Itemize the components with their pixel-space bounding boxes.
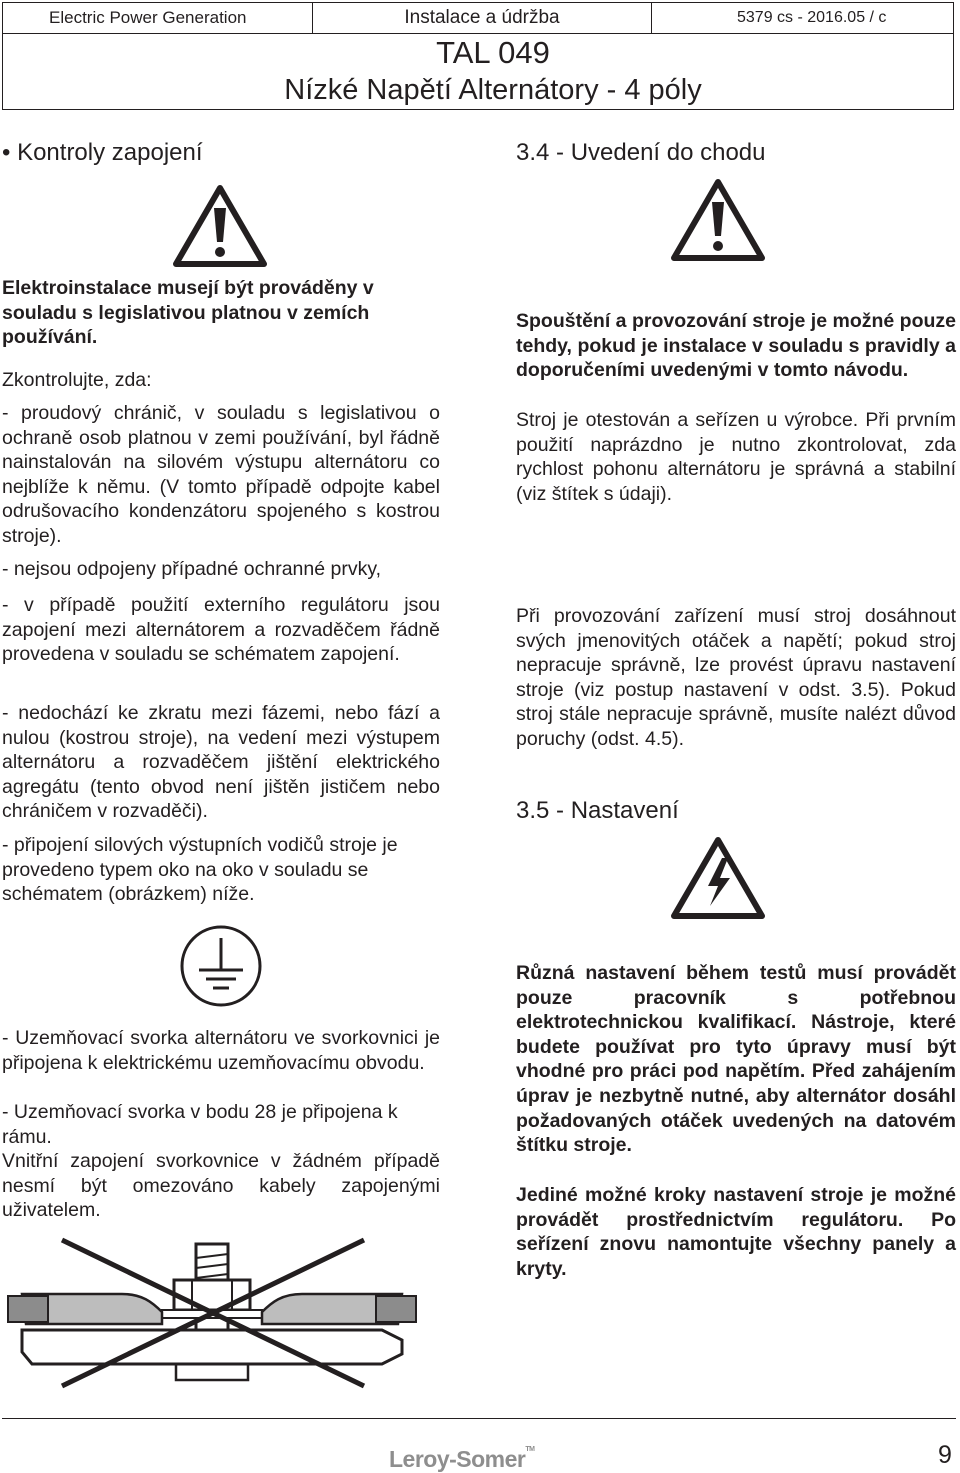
- crossed-out-connection-diagram: [2, 1232, 422, 1392]
- section-heading-3-4: 3.4 - Uvedení do chodu: [516, 139, 766, 166]
- operation-text: Při provozování zařízení musí stroj dosáhnout svých jmenovitých otáček a napětí; pokud stroj nepracuje správně, lze provést úpravu nastavení stroje (viz postup nastavení v odst. 3.5). Pokud stroj stále nepracuje správně, musíte nalézt důvod poruchy (odst. 4.5).: [516, 605, 956, 750]
- footer-rule: [2, 1418, 956, 1419]
- ground-note-internal: Vnitřní zapojení svorkovnice v žádném případě nesmí být omezováno kabely zapojenými uživatelem.: [2, 1150, 440, 1222]
- startup-test-text: Stroj je otestován a seřízen u výrobce. Při prvním použití naprázdno je nutno zkontrolovat, zda rychlost pohonu alternátoru je správná a stabilní (viz štítek s údaji).: [516, 409, 956, 505]
- settings-regulator-text: Jediné možné kroky nastavení stroje je možné provádět prostřednictvím regulátoru. Po seřízení znovu namontujte všechny panely a kryty.: [516, 1184, 956, 1280]
- check-item-protection: - nejsou odpojeny případné ochranné prvky,: [2, 558, 382, 580]
- check-item-regulator: - v případě použití externího regulátoru jsou zapojení mezi alternátorem a rozvaděčem řádně provedena v souladu se schématem zapojení.: [2, 594, 440, 666]
- warning-triangle-icon: [172, 184, 268, 268]
- startup-warning-text: Spouštění a provozování stroje je možné pouze tehdy, pokud je instalace v souladu s pravidly a doporučeními uvedenými v tomto návodu.: [516, 310, 956, 382]
- header-section: Instalace a údržba: [313, 3, 652, 33]
- wiring-warning-text: Elektroinstalace musejí být prováděny v souladu s legislativou platnou v zemích používání.: [2, 277, 374, 349]
- page-number: 9: [938, 1441, 952, 1469]
- header-docref: 5379 cs - 2016.05 / c: [737, 9, 887, 26]
- settings-warning-text: Různá nastavení během testů musí provádět pouze pracovník s potřebnou elektrotechnickou kvalifikací. Nástroje, které budete používat pro tyto úpravy musí být vhodné pro práci pod napětím. Před zahájením úprav je nezbytně nutné, aby alternátor dosáhl požadovaných otáček uvedených na datovém štítku stroje.: [516, 962, 956, 1157]
- check-item-shortcircuit: - nedochází ke zkratu mezi fázemi, nebo fází a nulou (kostrou stroje), na vedení mezi výstupem alternátoru a rozvaděčem jištění elektrického agregátu (tento obvod není jištěn jističem nebo chráničem v rozvaděči).: [2, 702, 440, 823]
- document-subtitle: Nízké Napětí Alternátory - 4 póly: [284, 74, 702, 106]
- warning-triangle-icon: [670, 178, 766, 262]
- check-item-lugs: - připojení silových výstupních vodičů stroje je provedeno typem oko na oko v souladu se schématem (obrázkem) níže.: [2, 834, 398, 906]
- section-heading-connections: • Kontroly zapojení: [2, 139, 203, 166]
- section-heading-3-5: 3.5 - Nastavení: [516, 797, 679, 824]
- document-title: TAL 049: [436, 35, 550, 70]
- ground-note-terminal: - Uzemňovací svorka alternátoru ve svorkovnici je připojena k elektrickému uzemňovacímu obvodu.: [2, 1027, 440, 1074]
- earth-ground-icon: [179, 924, 263, 1008]
- header-company: Electric Power Generation: [3, 3, 313, 33]
- high-voltage-icon: [670, 836, 766, 920]
- document-header: [2, 2, 954, 110]
- ground-note-frame: - Uzemňovací svorka v bodu 28 je připojena k rámu.: [2, 1101, 398, 1148]
- leroy-somer-logo: Leroy-Somer™: [389, 1446, 535, 1472]
- check-item-rcd: - proudový chránič, v souladu s legislativou o ochraně osob platnou v zemi používání, byl řádně nainstalován na silovém výstupu alternátoru co nejblíže k němu. (V tomto případě odpojte kabel odrušovacího kondenzátoru spojeného s kostrou stroje).: [2, 402, 440, 547]
- header-row: [3, 3, 953, 34]
- check-intro: Zkontrolujte, zda:: [2, 369, 152, 391]
